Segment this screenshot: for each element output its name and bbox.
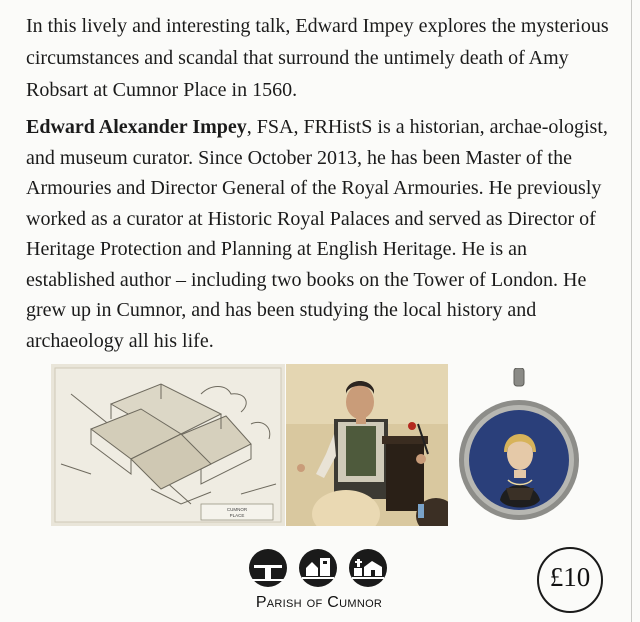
speaker-photo (286, 364, 448, 526)
intro-paragraph: In this lively and interesting talk, Edward Impey explores the mysterious circumstances and scandal that surround the untimely death of Amy Robsart at Cumnor Place in 1560. (26, 15, 609, 101)
page-edge (631, 0, 632, 622)
sketch-caption-line-2: PLACE (229, 513, 245, 518)
speaker-name: Edward Alexander Impey (26, 116, 247, 138)
well-icon (248, 548, 288, 588)
bio-paragraph (26, 112, 618, 356)
parish-logo (246, 548, 396, 618)
photo-strip (0, 364, 640, 526)
cumnor-place-sketch (51, 364, 285, 526)
house-icon (348, 548, 388, 588)
price-badge (537, 547, 603, 613)
sketch-caption-line-1: CUMNOR (226, 507, 248, 512)
amy-robsart-pendant (456, 368, 582, 528)
parish-name: Parish of Cumnor (255, 594, 383, 611)
price-label: £10 (549, 562, 591, 592)
bio-text: , FSA, FRHistS is a historian, archae-ologist, and museum curator. Since October 2013, he has been Master of the Armouries and Director General of the Royal Armouries. He previously worked as a curator at Historic Royal Palaces and served as Director of Heritage Protection and Planning at English Heritage. He is an established author – including two books on the Tower of London. He grew up in Cumnor, and has been studying the local history and archaeology all his life. (26, 116, 608, 352)
chapel-icon (298, 548, 338, 588)
